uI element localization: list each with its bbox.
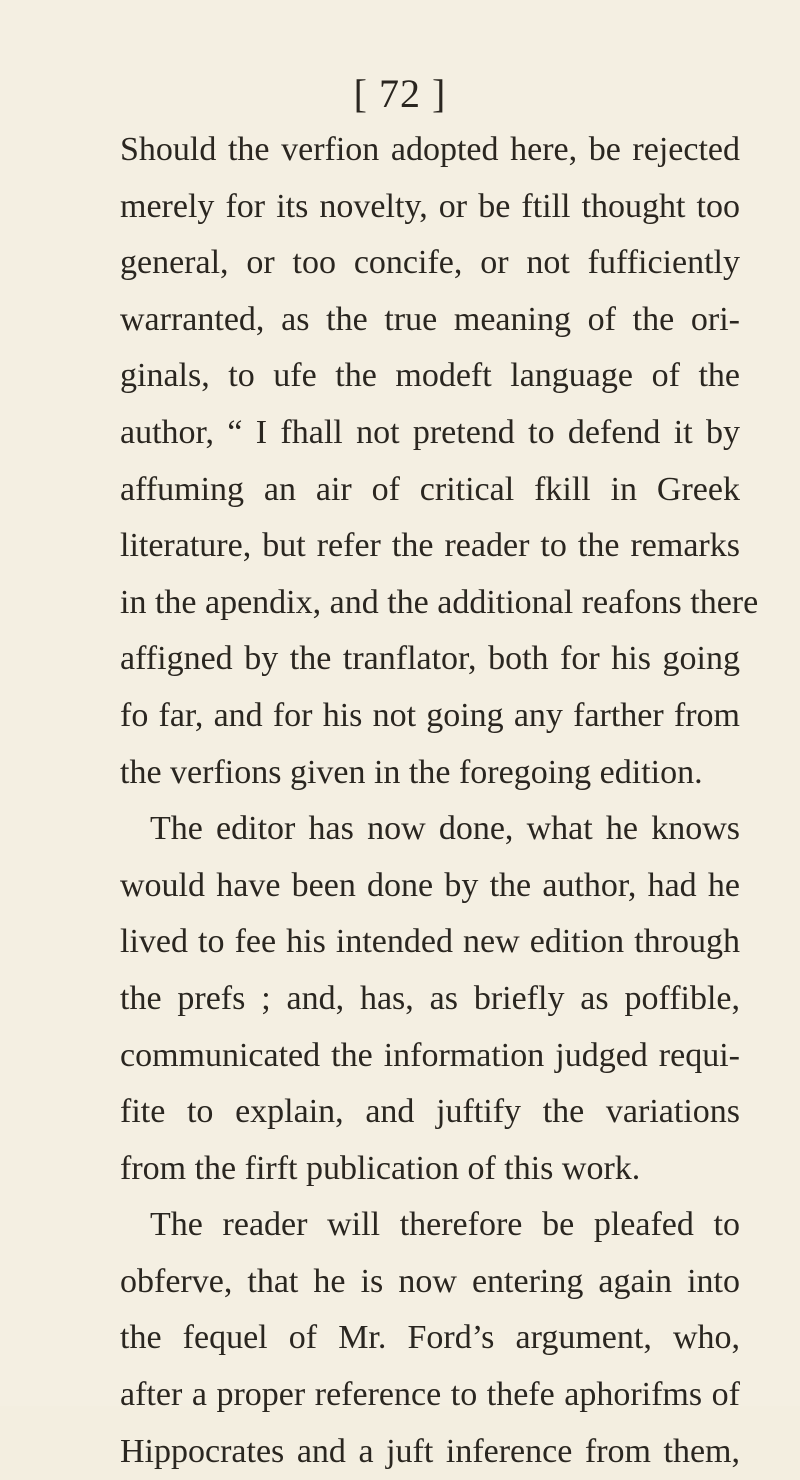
text-line: Hippocrates and a juft inference from them,	[120, 1432, 740, 1470]
text-line: affigned by the tranflator, both for his going	[120, 640, 740, 678]
text-line: ginals, to ufe the modeft language of the	[120, 357, 740, 395]
text-line: the prefs ; and, has, as briefly as poffible,	[120, 979, 740, 1017]
text-line: communicated the information judged requi-	[120, 1036, 740, 1074]
text-line: author, “ I fhall not pretend to defend it by	[120, 413, 740, 451]
paragraph-start-line: The reader will therefore be pleafed to	[150, 1206, 740, 1244]
text-line: lived to fee his intended new edition through	[120, 923, 740, 961]
text-line: warranted, as the true meaning of the ori-	[120, 300, 740, 338]
text-line: merely for its novelty, or be ftill thought too	[120, 187, 740, 225]
text-line: in the apendix, and the additional reafons there	[120, 583, 759, 621]
text-line: would have been done by the author, had he	[120, 866, 740, 904]
text-line: obferve, that he is now entering again into	[120, 1262, 740, 1300]
text-line: Should the verfion adopted here, be rejected	[120, 131, 740, 168]
text-line: general, or too concife, or not fufficiently	[120, 244, 740, 282]
text-line: literature, but refer the reader to the remarks	[120, 527, 740, 565]
page-body-text	[120, 122, 759, 1480]
text-line: the verfions given in the foregoing edition.	[120, 753, 703, 791]
page-number: [ 72 ]	[353, 71, 447, 116]
text-line: the fequel of Mr. Ford’s argument, who,	[120, 1319, 740, 1357]
text-line: fite to explain, and juftify the variations	[120, 1093, 740, 1131]
text-line: from the firft publication of this work.	[120, 1149, 641, 1187]
text-line: after a proper reference to thefe aphorifms of	[120, 1376, 740, 1414]
text-line: affuming an air of critical fkill in Greek	[120, 470, 740, 508]
text-line: fo far, and for his not going any farther from	[120, 696, 740, 734]
paragraph-start-line: The editor has now done, what he knows	[150, 810, 740, 848]
